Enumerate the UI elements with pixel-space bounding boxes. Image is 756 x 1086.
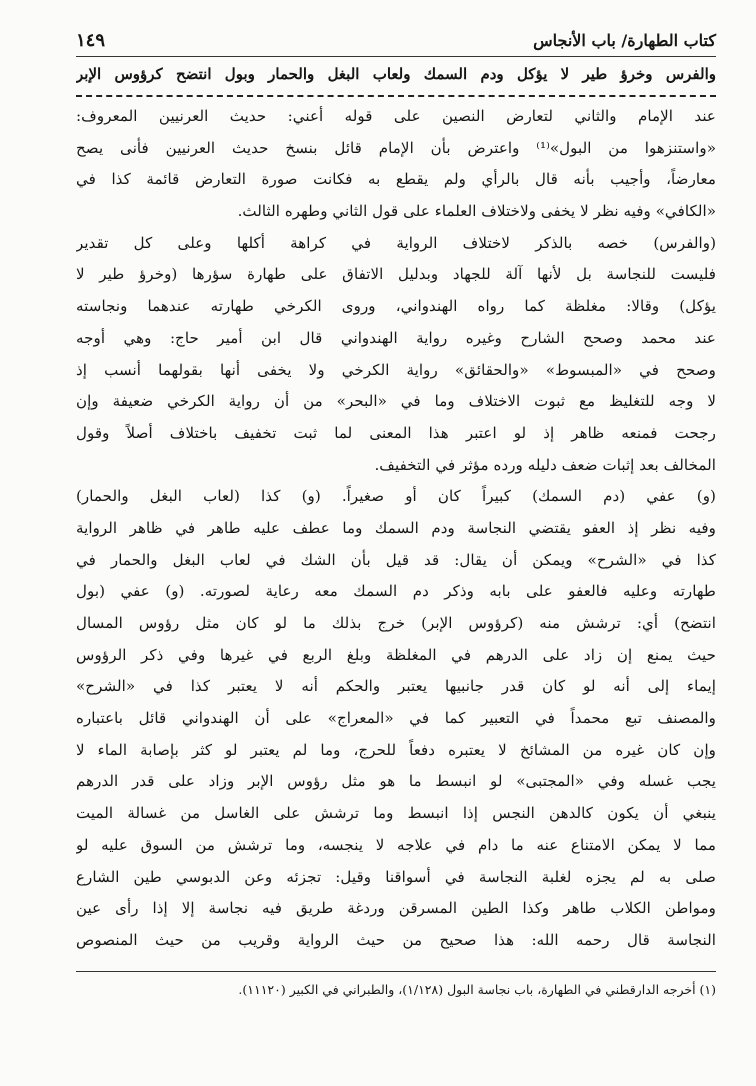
footnote: (١) أخرجه الدارقطني في الطهارة، باب نجاسة البول (١/١٢٨)، والطبراني في الكبير (١١١٢٠). xyxy=(238,981,716,997)
text-line: عند الإمام والثاني لتعارض النصين على قوله أعني: حديث العرنيين المعروف: xyxy=(76,107,716,125)
text-line: (و) عفي (دم السمك) كبيراً كان أو صغيراً. (و) كذا (لعاب البغل والحمار) xyxy=(76,487,716,506)
text-line: وصحح في «المبسوط» «والحقائق» رواية الكرخي ولا يخفى أنها بقولهما أنسب إذ xyxy=(76,360,716,379)
text-line: وفيه نظر إذ العفو يقتضي النجاسة ودم السمك وما عطف عليه طاهر في ظاهر الرواية xyxy=(76,518,716,537)
text-line: وإن كان غيره من المشائخ لا يعتبره دفعاً للحرج، وما لم يعتبر لو كثر بإصابة الماء لا xyxy=(76,740,716,759)
text-line: حيث يمنع إن زاد على الدرهم في المغلظة وبلغ الربع في غيرها وفي ذكر الرؤوس xyxy=(76,645,716,664)
text-line: والمصنف تبع محمداً في التعبير كما في «المعراج» على أن الهندواني قائل باعتباره xyxy=(76,709,716,728)
page-header xyxy=(76,30,716,57)
text-line: ومواطن الكلاب طاهر وكذا الطين المسرقن وردغة طريق فيه نجاسة إلا إذا رأى عين xyxy=(76,899,716,918)
text-line: فليست للنجاسة بل لأنها آلة للجهاد وبدليل الاتفاق على طهارة سؤرها (وخرؤ طير لا xyxy=(76,265,716,284)
matn-line: والفرس وخرؤ طير لا يؤكل ودم السمك ولعاب البغل والحمار وبول انتضح كرؤوس الإبر xyxy=(76,65,716,83)
text-line: المخالف بعد إثبات ضعف دليله ورده مؤثر في التخفيف. xyxy=(374,455,716,474)
text-line: إيماء إلى أنه لو كان قدر جانبيها يعتبر والحكم أنه لا يعتبر كذا في «الشرح» xyxy=(76,677,716,696)
text-line: مما لا يمكن الامتناع عنه ما دام في علاجه لا ينجسه، وما ترشش من السوق عليه لو xyxy=(76,835,716,854)
text-line: ينبغي أن يكون كالدهن النجس إذا انبسط وما ترشش على الغاسل من غسالة الميت xyxy=(76,804,716,823)
text-line: انتضح) أي: ترشش منه (كرؤوس الإبر) خرج بذلك ما لو كان مثل رؤوس المسال xyxy=(76,614,716,632)
text-line: النجاسة قال رحمه الله: هذا صحيح من حيث الرواية وقريب من حيث المنصوص xyxy=(76,930,716,949)
text-line: طهارته وعليه فالعفو على بابه وذكر دم السمك معه رعاية لصورته. (و) عفي (بول xyxy=(76,582,716,601)
page xyxy=(76,30,716,997)
text-line: لا وجه للتغليظ مع ثبوت الاختلاف وما في «البحر» من أن رواية الكرخي ضعيفة وإن xyxy=(76,392,716,411)
text-line: يؤكل) وقالا: مغلظة كما رواه الهندواني، وروى الكرخي طهارته عندهما ونجاسته xyxy=(76,297,716,316)
page-number: ١٤٩ xyxy=(76,30,106,51)
text-line: «واستنزهوا من البول»⁽¹⁾ واعترض بأن الإمام قائل بنسخ حديث العرنيين فأنى يصح xyxy=(76,138,716,157)
text-line: معارضاً، وأجيب بأنه قال بالرأي ولم يقطع به فكانت صورة التعارض قائمة كذا في xyxy=(76,170,716,189)
text-line: صلى به لم يجزه لغلبة النجاسة في أسواقنا وقيل: تجزئه وعن الدبوسي طين الشارع xyxy=(76,867,716,886)
commentary-body xyxy=(76,101,716,957)
text-line: عند محمد وصحح الشارح وغيره رواية الهندواني قال ابن أمير حاج: وهي أوجه xyxy=(76,328,716,347)
text-line: رجحت فمنعه ظاهر إذ لو اعتبر هذا المعنى لما ثبت تخفيف باختلاف أصلاً وقول xyxy=(76,423,716,442)
text-line: يجب غسله وفي «المجتبى» لو انبسط ما هو مثل رؤوس الإبر وزاد على قدر الدرهم xyxy=(76,772,716,791)
text-line: كذا في «الشرح» ويمكن أن يقال: قد قيل بأن الشك في لعاب البغل والحمار في xyxy=(76,550,716,569)
running-title: كتاب الطهارة/ باب الأنجاس xyxy=(533,31,716,50)
text-line: «الكافي» وفيه نظر لا يخفى ولاختلاف العلماء على قول الثاني وطهره الثالث. xyxy=(237,202,716,221)
dashed-divider xyxy=(76,95,716,97)
footnote-divider xyxy=(76,971,716,972)
text-line: (والفرس) خصه بالذكر لاختلاف الرواية في كراهة أكلها وعلى كل تقدير xyxy=(76,233,716,252)
